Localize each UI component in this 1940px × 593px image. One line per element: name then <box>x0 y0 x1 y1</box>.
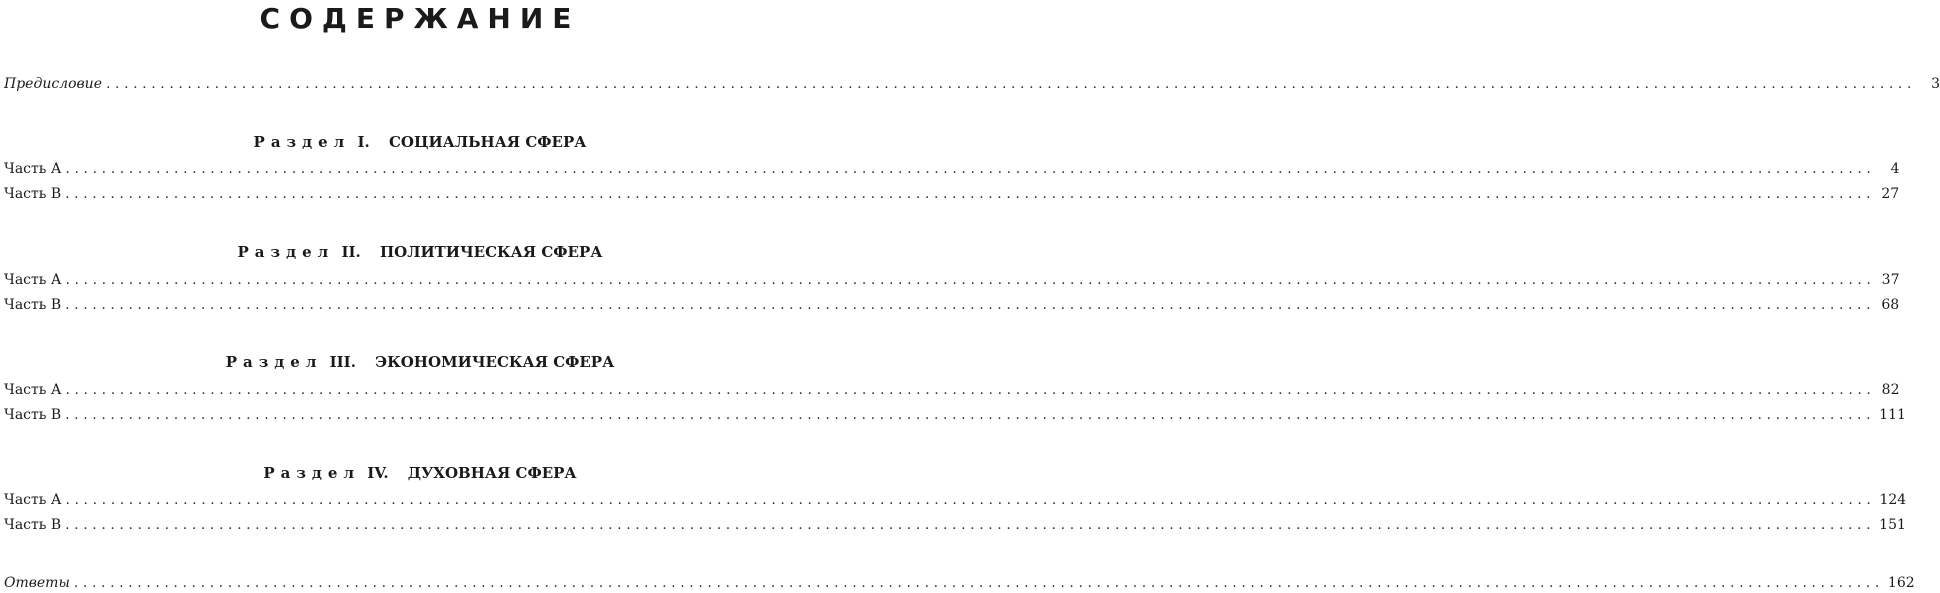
entry-label: Часть В <box>4 517 62 533</box>
dot-leader: ........................................................................................................................................................................................................ <box>65 407 1876 423</box>
dot-leader: ........................................................................................................................................................................................................ <box>105 76 1917 92</box>
dot-leader: ........................................................................................................................................................................................................ <box>65 161 1876 177</box>
toc-entry-1a[interactable] <box>4 159 1900 179</box>
toc-entry-3b[interactable] <box>4 405 1906 425</box>
toc-entry-4b[interactable] <box>4 515 1906 535</box>
toc-entry-1b[interactable] <box>4 184 1900 204</box>
dot-leader: ........................................................................................................................................................................................................ <box>65 492 1876 508</box>
entry-page-number: 27 <box>1881 186 1900 202</box>
toc-entry-answers[interactable] <box>4 573 1915 593</box>
entry-page-number: 124 <box>1879 492 1907 508</box>
dot-leader: ........................................................................................................................................................................................................ <box>73 575 1884 591</box>
toc-entry-4a[interactable] <box>4 490 1907 510</box>
dot-leader: ........................................................................................................................................................................................................ <box>65 297 1876 313</box>
section-word: Раздел <box>253 133 351 151</box>
dot-leader: ........................................................................................................................................................................................................ <box>65 382 1876 398</box>
entry-label: Ответы <box>4 575 70 591</box>
section-number: I. <box>357 133 370 151</box>
section-word: Раздел <box>263 464 361 482</box>
section-word: Раздел <box>225 353 323 371</box>
entry-label: Часть В <box>4 407 62 423</box>
toc-entry-3a[interactable] <box>4 380 1900 400</box>
entry-page-number: 162 <box>1887 575 1915 591</box>
dot-leader: ........................................................................................................................................................................................................ <box>65 186 1876 202</box>
section-name: ЭКОНОМИЧЕСКАЯ СФЕРА <box>375 353 615 371</box>
section-number: IV. <box>367 464 389 482</box>
entry-page-number: 68 <box>1881 297 1900 313</box>
toc-title: СОДЕРЖАНИЕ <box>259 2 581 35</box>
entry-label: Часть А <box>4 492 62 508</box>
entry-label: Часть В <box>4 297 62 313</box>
entry-label: Часть А <box>4 161 62 177</box>
entry-label: Часть А <box>4 382 62 398</box>
dot-leader: ........................................................................................................................................................................................................ <box>65 272 1876 288</box>
section-name: СОЦИАЛЬНАЯ СФЕРА <box>388 133 587 151</box>
toc-entry-2a[interactable] <box>4 270 1900 290</box>
section-name: ДУХОВНАЯ СФЕРА <box>407 464 577 482</box>
section-word: Раздел <box>237 243 335 261</box>
entry-page-number: 151 <box>1879 517 1906 533</box>
entry-page-number: 3 <box>1931 76 1940 92</box>
section-number: II. <box>341 243 361 261</box>
dot-leader: ........................................................................................................................................................................................................ <box>65 517 1876 533</box>
entry-label: Часть А <box>4 272 62 288</box>
section-heading-1 <box>0 131 840 153</box>
section-heading-3 <box>0 351 840 373</box>
section-heading-4 <box>0 462 840 484</box>
entry-page-number: 4 <box>1890 161 1900 177</box>
entry-page-number: 82 <box>1881 382 1900 398</box>
section-name: ПОЛИТИЧЕСКАЯ СФЕРА <box>379 243 603 261</box>
section-heading-2 <box>0 241 840 263</box>
toc-entry-preface[interactable] <box>4 74 1940 94</box>
entry-label: Предисловие <box>4 76 102 92</box>
entry-label: Часть В <box>4 186 62 202</box>
entry-page-number: 111 <box>1879 407 1906 423</box>
toc-entry-2b[interactable] <box>4 295 1900 315</box>
section-number: III. <box>329 353 356 371</box>
entry-page-number: 37 <box>1881 272 1900 288</box>
